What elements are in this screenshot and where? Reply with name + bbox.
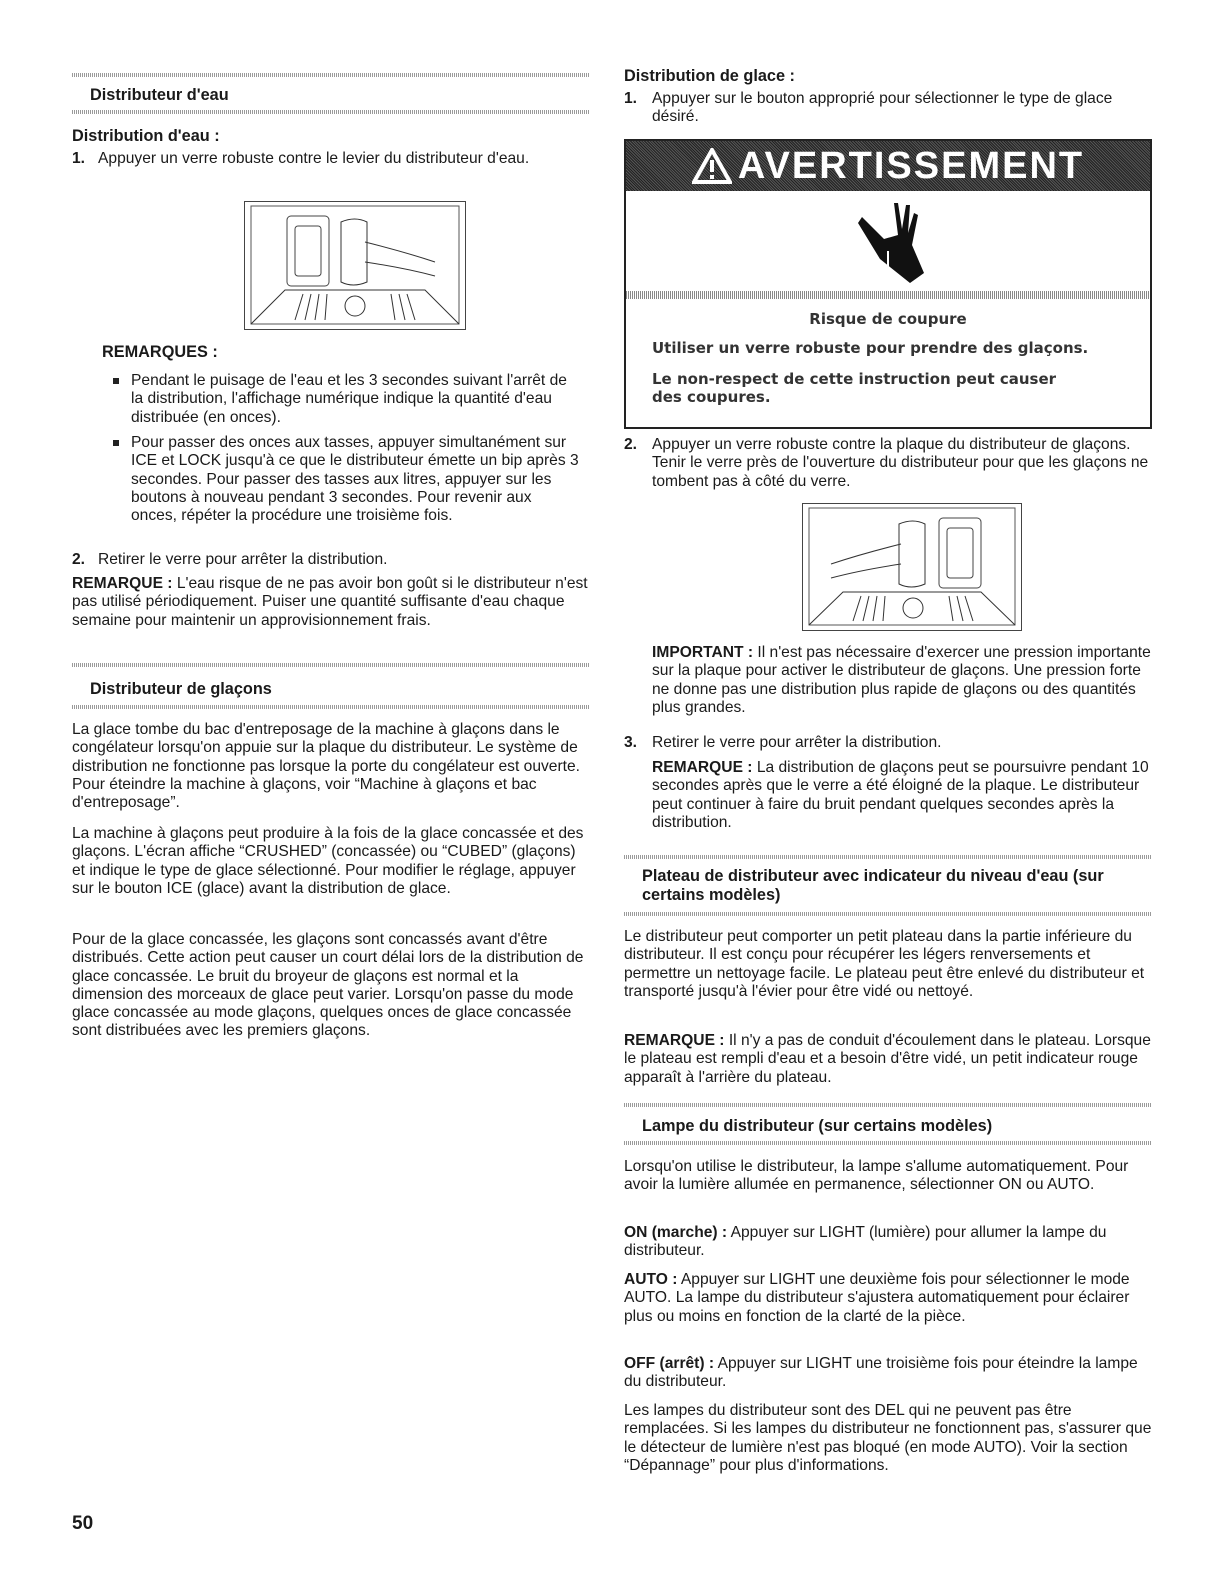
step-text: Retirer le verre pour arrêter la distribution. [652,734,942,751]
on-label: ON (marche) : [624,1224,728,1241]
on-paragraph [624,1224,1152,1261]
step-text: Retirer le verre pour arrêter la distribution. [98,551,388,568]
bullet-icon [113,440,119,446]
note-text: L'eau risque de ne pas avoir bon goût si le distributeur n'est pas utilisé périodiquement. Puiser une quantité suffisante d'eau chaque semaine pour maintenir un approvisionnement frais. [72,575,588,629]
paragraph: Lorsqu'on utilise le distributeur, la lampe s'allume automatiquement. Pour avoir la lumière allumée en permanence, sélectionner ON ou AUTO. [624,1158,1129,1194]
step-text: Appuyer un verre robuste contre la plaque du distributeur de glaçons. Tenir le verre près de l'ouverture du distributeur pour que les glaçons ne tombent pas à côté du verre. [652,436,1149,490]
page-number: 50 [72,1513,94,1534]
warning-consequence: Le non-respect de cette instruction peut causer des coupures. [652,370,1057,406]
dispenser-drawing-icon [245,202,465,329]
warning-box [624,139,1152,429]
remarks-heading: REMARQUES : [102,343,218,361]
auto-text: Appuyer sur LIGHT une deuxième fois pour sélectionner le mode AUTO. La lampe du distributeur s'ajustera automatiquement pour éclairer plus ou moins en fonction de la clarté de la pièce. [624,1271,1130,1325]
section-rule [72,110,590,114]
note-label: REMARQUE : [652,759,753,776]
subheading-water-dispensing: Distribution d'eau : [72,127,220,145]
warning-header [626,141,1150,191]
important-paragraph [652,644,1152,717]
section-rule [624,855,1152,859]
section-rule [72,705,590,709]
note-text: La distribution de glaçons peut se poursuivre pendant 10 secondes après que le verre a été éloigné de la plaque. Le distributeur peut continuer à faire du bruit pendant quelques secondes après la distribution. [652,759,1149,831]
step-text: Appuyer un verre robuste contre le levier du distributeur d'eau. [98,150,530,167]
step-number: 2. [624,436,638,453]
cut-hand-icon [854,199,926,285]
water-dispenser-illustration [244,201,466,330]
dispenser-drawing-icon [803,504,1021,630]
section-title-water-dispenser: Distributeur d'eau [90,86,229,104]
remark-item: Pendant le puisage de l'eau et les 3 secondes suivant l'arrêt de la distribution, l'affichage numérique indique la quantité d'eau distribuée (en onces). [131,372,567,426]
section-rule [624,1103,1152,1107]
paragraph: La machine à glaçons peut produire à la fois de la glace concassée et des glaçons. L'écran affiche “CRUSHED” (concassée) ou “CUBED” (glaçons) et indique le type de glace sélectionné. Pour modifier le réglage, appuyer sur le bouton ICE (glace) avant la distribution de glace. [72,825,584,897]
off-text: Appuyer sur LIGHT une troisième fois pour éteindre la lampe du distributeur. [624,1355,1138,1391]
off-paragraph [624,1355,1152,1392]
step-number: 1. [72,150,86,167]
section-rule [72,663,590,667]
remark-item: Pour passer des onces aux tasses, appuyer simultanément sur ICE et LOCK jusqu'à ce que le distributeur émette un bip après 3 secondes. Pour passer des tasses aux litres, appuyer sur les boutons à nouveau pendant 3 secondes. Pour revenir aux onces, répéter la procédure une troisième fois. [131,434,579,525]
note-paragraph [72,575,590,630]
warning-instruction: Utiliser un verre robuste pour prendre des glaçons. [652,339,1089,357]
note-paragraph [624,1032,1152,1087]
important-text: Il n'est pas nécessaire d'exercer une pression importante sur la plaque pour activer le distributeur de glaçons. Une pression forte ne donne pas une distribution plus rapide de glaçons ou des quantités plus grandes. [652,644,1151,716]
ice-dispenser-illustration [802,503,1022,631]
warning-triangle-icon [692,148,732,184]
section-title-tray: Plateau de distributeur avec indicateur du niveau d'eau (sur certains modèles) [642,867,1104,904]
note-text: Il n'y a pas de conduit d'écoulement dans le plateau. Lorsque le plateau est rempli d'eau et a besoin d'être vidé, un petit indicateur rouge apparaît à l'arrière du plateau. [624,1032,1151,1086]
step-number: 3. [624,734,638,751]
paragraph: La glace tombe du bac d'entreposage de la machine à glaçons dans le congélateur lorsqu'on appuie sur la plaque du distributeur. Le système de distribution ne fonctionne pas lorsque la porte du congélateur est ouverte. Pour éteindre la machine à glaçons, voir “Machine à glaçons et bac d'entreposage”. [72,721,580,812]
step-number: 2. [72,551,86,568]
warning-separator [626,291,1150,299]
subheading-ice-dispensing: Distribution de glace : [624,67,795,85]
paragraph: Pour de la glace concassée, les glaçons sont concassés avant d'être distribués. Cette action peut causer un court délai lors de la distribution de glace concassée. Le bruit du broyeur de glaçons est normal et la dimension des morceaux de glace peut varier. Lorsqu'on passe du mode glace concassée au mode glaçons, quelques onces de glace concassée sont distribuées avec les premiers glaçons. [72,931,584,1040]
on-text: Appuyer sur LIGHT (lumière) pour allumer la lampe du distributeur. [624,1224,1107,1260]
section-rule [624,912,1152,916]
note-label: REMARQUE : [624,1032,725,1049]
paragraph: Les lampes du distributeur sont des DEL qui ne peuvent pas être remplacées. Si les lampes du distributeur ne fonctionnent pas, s'assurer que le détecteur de lumière n'est pas bloqué (en mode AUTO). Voir la section “Dépannage” pour plus d'informations. [624,1402,1152,1474]
step-number: 1. [624,90,638,107]
important-label: IMPORTANT : [652,644,754,661]
section-rule [624,1141,1152,1145]
auto-label: AUTO : [624,1271,678,1288]
section-title-lamp: Lampe du distributeur (sur certains modèles) [642,1117,993,1135]
step-text: Appuyer sur le bouton approprié pour sélectionner le type de glace désiré. [652,90,1113,126]
section-title-ice-dispenser: Distributeur de glaçons [90,680,272,698]
note-paragraph [652,759,1152,832]
warning-risk: Risque de coupure [809,310,967,328]
bullet-icon [113,378,119,384]
off-label: OFF (arrêt) : [624,1355,715,1372]
section-rule [72,73,590,77]
paragraph: Le distributeur peut comporter un petit plateau dans la partie inférieure du distributeur. Il est conçu pour récupérer les légers renversements et permettre un nettoyage facile. Le plateau peut être enlevé du distributeur et transporté jusqu'à l'évier pour être vidé ou nettoyé. [624,928,1145,1000]
auto-paragraph [624,1271,1152,1326]
note-label: REMARQUE : [72,575,173,592]
warning-title: AVERTISSEMENT [737,144,1085,187]
